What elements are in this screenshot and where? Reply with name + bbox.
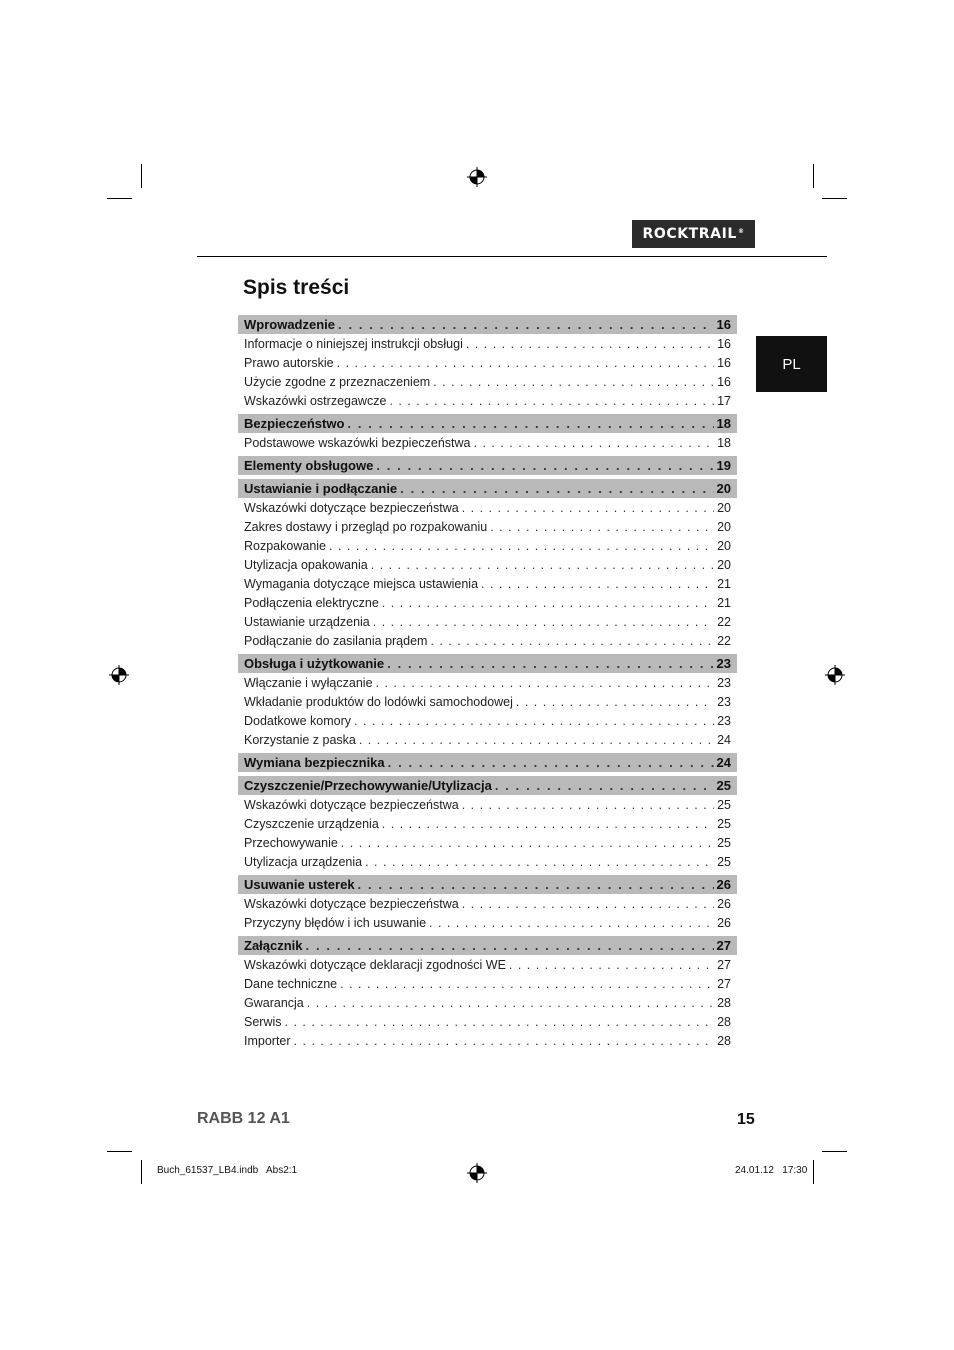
- toc-entry[interactable]: [238, 391, 737, 410]
- toc-leader-dots: [376, 458, 713, 473]
- toc-entry[interactable]: [238, 353, 737, 372]
- crop-mark: [141, 164, 142, 188]
- toc-section-title: Usuwanie usterek: [244, 877, 355, 892]
- toc-entry[interactable]: [238, 673, 737, 692]
- toc-entry-page: 27: [717, 957, 731, 972]
- toc-entry-title: Wskazówki dotyczące bezpieczeństwa: [244, 797, 459, 812]
- toc-leader-dots: [329, 539, 714, 553]
- toc-entry-page: 22: [717, 633, 731, 648]
- toc-entry[interactable]: [238, 433, 737, 452]
- toc-entry-page: 20: [717, 557, 731, 572]
- toc-entry[interactable]: [238, 730, 737, 749]
- toc-leader-dots: [430, 634, 714, 648]
- toc-entry-page: 16: [717, 336, 731, 351]
- toc-leader-dots: [358, 877, 714, 892]
- toc-section-heading[interactable]: [238, 479, 737, 498]
- toc-entry[interactable]: [238, 993, 737, 1012]
- toc-entry[interactable]: [238, 692, 737, 711]
- toc-entry[interactable]: [238, 517, 737, 536]
- toc-section-page: 27: [716, 938, 731, 953]
- toc-entry-title: Wskazówki ostrzegawcze: [244, 393, 387, 408]
- toc-leader-dots: [495, 778, 714, 793]
- toc-entry-page: 16: [717, 374, 731, 389]
- toc-leader-dots: [354, 714, 714, 728]
- toc-entry-title: Rozpakowanie: [244, 538, 326, 553]
- toc-entry-title: Przechowywanie: [244, 835, 338, 850]
- toc-leader-dots: [462, 897, 714, 911]
- toc-entry[interactable]: [238, 795, 737, 814]
- toc-leader-dots: [340, 977, 714, 991]
- toc-entry-page: 26: [717, 915, 731, 930]
- toc-entry[interactable]: [238, 631, 737, 650]
- toc-leader-dots: [382, 596, 714, 610]
- toc-leader-dots: [490, 520, 714, 534]
- date-slug: 24.01.12 17:30: [735, 1165, 808, 1176]
- toc-section-page: 19: [716, 458, 731, 473]
- toc-leader-dots: [306, 938, 714, 953]
- toc-entry-title: Dane techniczne: [244, 976, 338, 991]
- toc-entry-page: 25: [717, 835, 731, 850]
- crop-mark: [822, 198, 847, 199]
- header-rule: [197, 256, 827, 257]
- toc-entry[interactable]: [238, 955, 737, 974]
- toc-entry-title: Wskazówki dotyczące bezpieczeństwa: [244, 896, 459, 911]
- toc-leader-dots: [365, 855, 714, 869]
- toc-entry-page: 23: [717, 694, 731, 709]
- toc-entry-page: 23: [717, 675, 731, 690]
- toc-entry-page: 26: [717, 896, 731, 911]
- toc-section-title: Wprowadzenie: [244, 317, 336, 332]
- toc-leader-dots: [307, 996, 714, 1010]
- toc-entry[interactable]: [238, 536, 737, 555]
- brand-registered-mark: ®: [737, 227, 745, 235]
- toc-entry[interactable]: [238, 498, 737, 517]
- toc-entry[interactable]: [238, 555, 737, 574]
- crop-mark: [141, 1160, 142, 1184]
- toc-entry-page: 20: [717, 538, 731, 553]
- registration-mark-icon: [467, 167, 487, 187]
- toc-section-page: 26: [716, 877, 731, 892]
- toc-entry[interactable]: [238, 913, 737, 932]
- toc-entry-title: Ustawianie urządzenia: [244, 614, 370, 629]
- crop-mark: [813, 164, 814, 188]
- crop-mark: [107, 1151, 132, 1152]
- registration-mark-icon: [825, 665, 845, 685]
- toc-leader-dots: [371, 558, 714, 572]
- toc-leader-dots: [347, 416, 713, 431]
- toc-leader-dots: [481, 577, 714, 591]
- toc-entry[interactable]: [238, 711, 737, 730]
- brand-name: ROCKTRAIL: [642, 226, 737, 242]
- toc-entry-title: Prawo autorskie: [244, 355, 334, 370]
- toc-leader-dots: [433, 375, 714, 389]
- toc-entry-title: Wkładanie produktów do lodówki samochodowej: [244, 694, 513, 709]
- toc-entry[interactable]: [238, 833, 737, 852]
- toc-section-title: Obsługa i użytkowanie: [244, 656, 385, 671]
- toc-leader-dots: [376, 676, 715, 690]
- toc-entry[interactable]: [238, 852, 737, 871]
- toc-section-page: 18: [716, 416, 731, 431]
- registration-mark-icon: [467, 1163, 487, 1183]
- toc-entry-page: 20: [717, 519, 731, 534]
- toc-entry-title: Włączanie i wyłączanie: [244, 675, 373, 690]
- toc-leader-dots: [474, 436, 715, 450]
- toc-leader-dots: [400, 481, 713, 496]
- toc-entry-page: 24: [717, 732, 731, 747]
- toc-entry-page: 22: [717, 614, 731, 629]
- toc-leader-dots: [382, 817, 714, 831]
- toc-entry-page: 23: [717, 713, 731, 728]
- toc-entry[interactable]: [238, 1012, 737, 1031]
- toc-leader-dots: [373, 615, 714, 629]
- toc-entry-title: Podłączenia elektryczne: [244, 595, 379, 610]
- toc-entry-title: Czyszczenie urządzenia: [244, 816, 379, 831]
- crop-mark: [822, 1151, 847, 1152]
- toc-entry-title: Wymagania dotyczące miejsca ustawienia: [244, 576, 479, 591]
- toc-section-page: 25: [716, 778, 731, 793]
- toc-entry-title: Gwarancja: [244, 995, 304, 1010]
- toc-entry-title: Przyczyny błędów i ich usuwanie: [244, 915, 427, 930]
- toc-leader-dots: [285, 1015, 715, 1029]
- toc-section-heading[interactable]: [238, 414, 737, 433]
- model-number: RABB 12 A1: [197, 1110, 290, 1127]
- toc-entry-page: 20: [717, 500, 731, 515]
- toc-section-heading[interactable]: [238, 875, 737, 894]
- language-tab-label: PL: [782, 355, 801, 373]
- toc-entry-title: Wskazówki dotyczące bezpieczeństwa: [244, 500, 459, 515]
- toc-entry[interactable]: [238, 334, 737, 353]
- toc-leader-dots: [388, 755, 714, 770]
- toc-leader-dots: [359, 733, 714, 747]
- toc-entry-page: 21: [717, 576, 731, 591]
- toc-entry[interactable]: [238, 612, 737, 631]
- toc-entry-title: Podstawowe wskazówki bezpieczeństwa: [244, 435, 471, 450]
- toc-section-title: Bezpieczeństwo: [244, 416, 345, 431]
- crop-mark: [813, 1160, 814, 1184]
- toc-section-heading[interactable]: [238, 776, 737, 795]
- toc-section-title: Czyszczenie/Przechowywanie/Utylizacja: [244, 778, 492, 793]
- toc-entry-page: 25: [717, 816, 731, 831]
- toc-section-page: 24: [716, 755, 731, 770]
- toc-entry-page: 16: [717, 355, 731, 370]
- toc-leader-dots: [341, 836, 714, 850]
- toc-entry-page: 18: [717, 435, 731, 450]
- toc-section-page: 20: [716, 481, 731, 496]
- page-title: Spis treści: [243, 276, 350, 299]
- file-slug: Buch_61537_LB4.indb Abs2:1: [157, 1165, 298, 1176]
- toc-leader-dots: [389, 394, 714, 408]
- toc-entry-title: Wskazówki dotyczące deklaracji zgodności WE: [244, 957, 506, 972]
- toc-entry-title: Utylizacja urządzenia: [244, 854, 363, 869]
- toc-entry-title: Korzystanie z paska: [244, 732, 356, 747]
- toc-leader-dots: [462, 501, 714, 515]
- toc-section-heading[interactable]: [238, 315, 737, 334]
- toc-entry-page: 21: [717, 595, 731, 610]
- toc-section-title: Wymiana bezpiecznika: [244, 755, 385, 770]
- toc-entry-page: 27: [717, 976, 731, 991]
- toc-entry-page: 28: [717, 1033, 731, 1048]
- toc-section-page: 23: [716, 656, 731, 671]
- toc-entry[interactable]: [238, 814, 737, 833]
- language-tab: [756, 336, 827, 392]
- toc-leader-dots: [462, 798, 714, 812]
- toc-entry-title: Dodatkowe komory: [244, 713, 351, 728]
- toc-leader-dots: [516, 695, 714, 709]
- toc-entry-title: Importer: [244, 1033, 291, 1048]
- toc-entry-page: 25: [717, 854, 731, 869]
- toc-section-heading[interactable]: [238, 654, 737, 673]
- toc-entry[interactable]: [238, 593, 737, 612]
- toc-leader-dots: [429, 916, 714, 930]
- toc-entry-page: 28: [717, 995, 731, 1010]
- toc-leader-dots: [337, 356, 714, 370]
- toc-section-title: Załącznik: [244, 938, 303, 953]
- table-of-contents: [238, 315, 737, 1050]
- toc-entry-title: Podłączanie do zasilania prądem: [244, 633, 428, 648]
- toc-entry[interactable]: [238, 1031, 737, 1050]
- toc-entry-title: Zakres dostawy i przegląd po rozpakowaniu: [244, 519, 488, 534]
- toc-section-title: Ustawianie i podłączanie: [244, 481, 398, 496]
- brand-logo: [632, 220, 755, 248]
- toc-entry-page: 17: [717, 393, 731, 408]
- toc-entry-page: 25: [717, 797, 731, 812]
- toc-entry[interactable]: [238, 372, 737, 391]
- toc-entry-title: Użycie zgodne z przeznaczeniem: [244, 374, 431, 389]
- page-number: 15: [737, 1111, 755, 1128]
- toc-section-heading[interactable]: [238, 456, 737, 475]
- toc-section-heading[interactable]: [238, 936, 737, 955]
- toc-leader-dots: [338, 317, 714, 332]
- toc-leader-dots: [294, 1034, 715, 1048]
- toc-entry-title: Serwis: [244, 1014, 282, 1029]
- toc-section-title: Elementy obsługowe: [244, 458, 374, 473]
- toc-entry-title: Utylizacja opakowania: [244, 557, 368, 572]
- toc-section-heading[interactable]: [238, 753, 737, 772]
- toc-section-page: 16: [716, 317, 731, 332]
- toc-leader-dots: [387, 656, 713, 671]
- toc-entry[interactable]: [238, 574, 737, 593]
- toc-entry-page: 28: [717, 1014, 731, 1029]
- toc-leader-dots: [466, 337, 714, 351]
- toc-entry[interactable]: [238, 894, 737, 913]
- toc-entry-title: Informacje o niniejszej instrukcji obsługi: [244, 336, 463, 351]
- registration-mark-icon: [109, 665, 129, 685]
- crop-mark: [107, 198, 132, 199]
- toc-leader-dots: [509, 958, 714, 972]
- toc-entry[interactable]: [238, 974, 737, 993]
